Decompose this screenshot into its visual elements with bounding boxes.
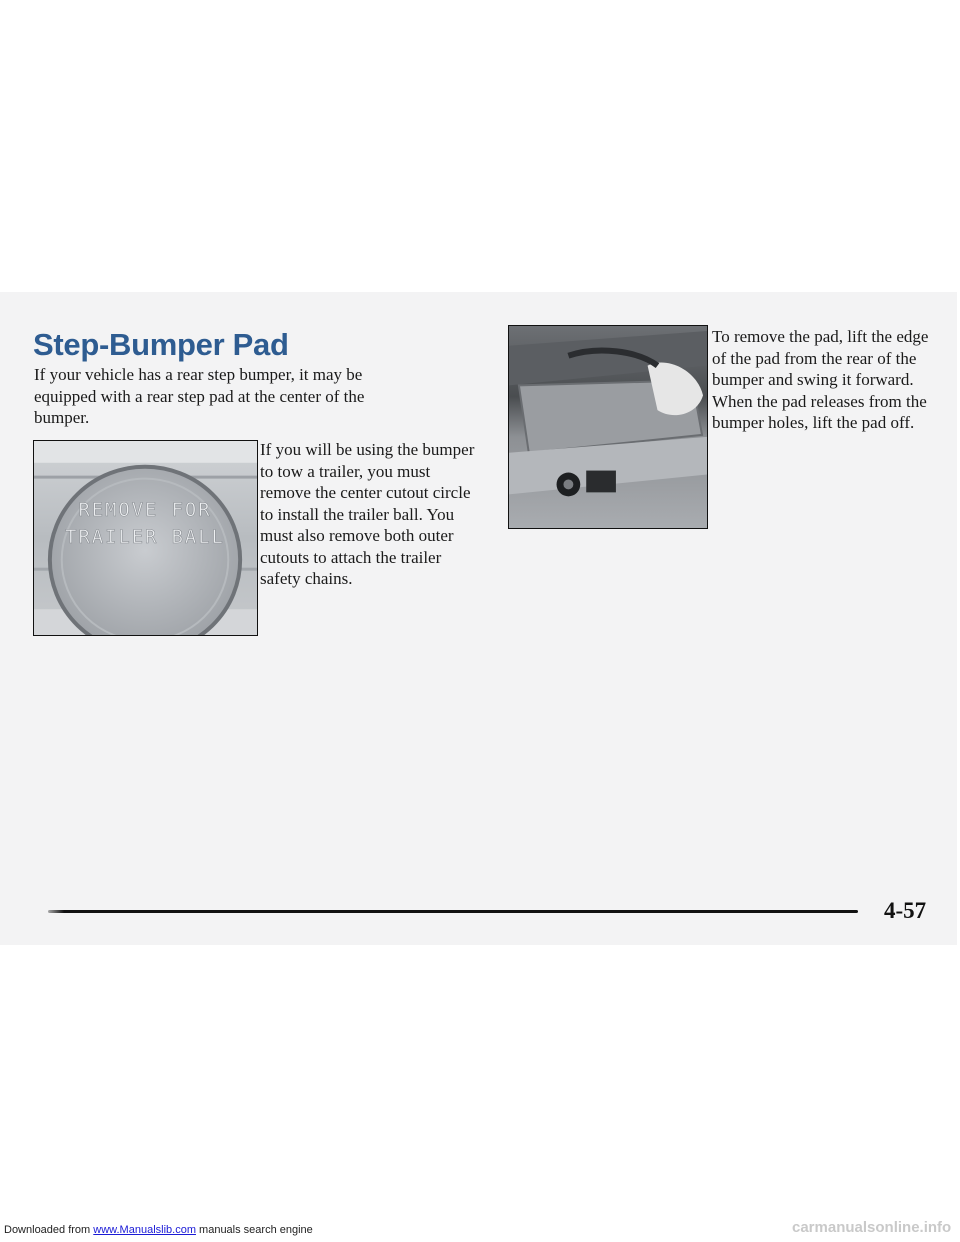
pad-text-remove: REMOVE FOR	[78, 500, 212, 522]
step-pad-photo	[33, 440, 258, 636]
intro-paragraph: If your vehicle has a rear step bumper, it may be equipped with a rear step pad at the center of the bumper.	[34, 365, 365, 427]
step-pad-illustration	[34, 441, 257, 635]
download-footer: Downloaded from www.Manualslib.com manuals search engine	[4, 1224, 313, 1236]
page-number: 4-57	[884, 898, 927, 923]
watermark: carmanualsonline.info	[792, 1219, 952, 1236]
towing-instructions: If you will be using the bumper to tow a trailer, you must remove the center cutout circle to install the trailer ball. You must also remove both outer cutouts to attach the trailer safety chains.	[260, 440, 475, 588]
section-title: Step-Bumper Pad	[33, 327, 289, 362]
pad-text-trailer-ball: TRAILER BALL	[65, 526, 225, 548]
footer-rule	[48, 910, 858, 913]
removal-instructions: To remove the pad, lift the edge of the pad from the rear of the bumper and swing it forward. When the pad releases from the bumper holes, lift the pad off.	[712, 327, 929, 432]
pad-removal-photo	[508, 325, 708, 529]
pad-removal-illustration	[509, 326, 707, 528]
manualslib-link[interactable]: www.Manualslib.com	[93, 1224, 196, 1236]
